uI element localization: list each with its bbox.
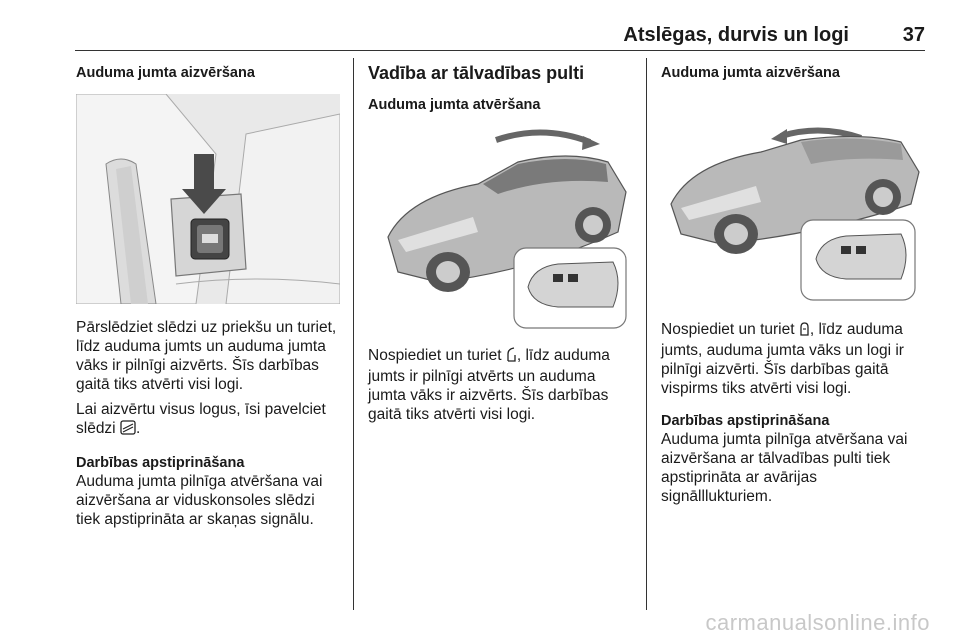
section-heading: Vadība ar tālvadības pulti — [368, 63, 585, 83]
car-roof-open-illustration — [368, 122, 632, 332]
column-divider — [646, 58, 647, 610]
confirm-heading: Darbības apstiprināšana — [76, 455, 245, 471]
roof-close-icon — [799, 321, 810, 341]
column-divider — [353, 58, 354, 610]
header-rule — [75, 50, 925, 51]
subsection-heading: Auduma jumta atvēršana — [368, 97, 541, 113]
console-switch-illustration — [76, 94, 340, 304]
page-title: Atslēgas, durvis un logi — [623, 24, 849, 46]
page-number: 37 — [902, 24, 925, 46]
roof-open-icon — [506, 347, 517, 367]
confirm-heading: Darbības apstiprināšana — [661, 413, 830, 429]
section-heading: Auduma jumta aizvēršana — [661, 65, 840, 81]
window-switch-icon — [120, 420, 136, 440]
column-3 — [661, 64, 927, 506]
paragraph: Pārslēdziet slēdzi uz priekšu un turiet, līdz auduma jumts un auduma jumta vāks ir pilnīgi aizvērts. Šīs darbības gaitā tiks atvērti visi logi. — [76, 319, 337, 393]
column-1 — [76, 64, 341, 529]
column-2 — [368, 64, 634, 424]
paragraph-text: , līdz auduma jumts ir pilnīgi atvērts un auduma jumta vāks ir aizvērts. Šīs darbības gaitā tiks atvērti visi logi. — [368, 347, 610, 423]
paragraph: Auduma jumta pilnīga atvēršana vai aizvēršana ar viduskonsoles slēdzi tiek apstiprināta ar skaņas signālu. — [76, 473, 323, 528]
car-roof-close-illustration — [661, 94, 925, 304]
paragraph-text: , līdz auduma jumts, auduma jumta vāks un logi ir pilnīgi aizvērti. Šīs darbības gaitā vispirms tiks atvērti visi logi. — [661, 321, 904, 397]
paragraph — [76, 400, 341, 440]
paragraph-end: . — [135, 420, 141, 437]
paragraph-text: Lai aizvērtu visus logus, īsi pavelciet slēdzi — [76, 401, 326, 437]
paragraph — [661, 320, 927, 398]
watermark: carmanualsonline.info — [705, 610, 930, 635]
page-header — [75, 24, 925, 50]
section-heading: Auduma jumta aizvēršana — [76, 65, 255, 81]
paragraph-text: Nospiediet un turiet — [661, 321, 795, 338]
paragraph: Auduma jumta pilnīga atvēršana vai aizvēršana ar tālvadības pulti tiek apstiprināta ar avārijas signālllukturiem. — [661, 431, 908, 505]
paragraph-text: Nospiediet un turiet — [368, 347, 502, 364]
paragraph — [368, 346, 634, 424]
